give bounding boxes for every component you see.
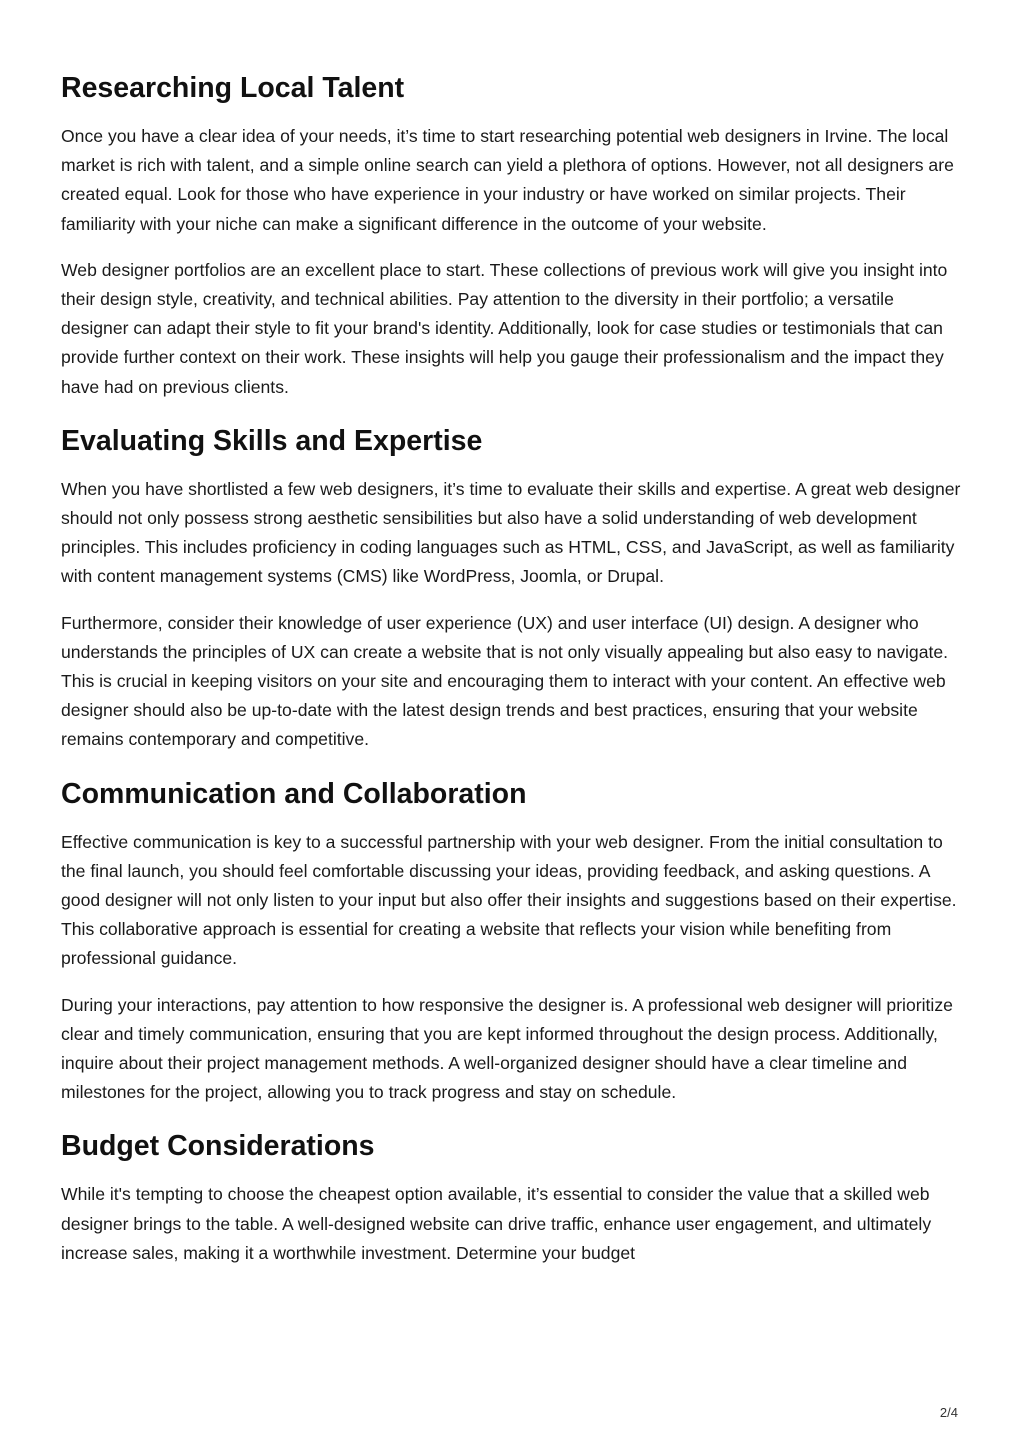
- paragraph: During your interactions, pay attention to how responsive the designer is. A professional web designer will prioritize clear and timely communication, ensuring that you are kept informed throughout the design process. Additionally, inquire about their project management methods. A well-organized designer should have a clear timeline and milestones for the project, allowing you to track progress and stay on schedule.: [61, 994, 953, 1103]
- paragraph: While it's tempting to choose the cheapest option available, it’s essential to consider the value that a skilled web designer brings to the table. A well-designed website can drive traffic, enhance user engagement, and ultimately increase sales, making it a worthwhile investment. Determine your budget: [61, 1184, 932, 1263]
- paragraph: Once you have a clear idea of your needs, it’s time to start researching potential web designers in Irvine. The local market is rich with talent, and a simple online search can yield a plethora of options. However, not all designers are created equal. Look for those who have experience in your industry or have worked on similar projects. Their familiarity with your niche can make a significant difference in the outcome of your website.: [61, 126, 954, 234]
- section-heading: Evaluating Skills and Expertise: [61, 424, 483, 457]
- section-evaluating-skills: [61, 419, 963, 755]
- paragraph: Furthermore, consider their knowledge of user experience (UX) and user interface (UI) design. A designer who understands the principles of UX can create a website that is not only visually appealing but also easy to navigate. This is crucial in keeping visitors on your site and encouraging them to interact with your content. An effective web designer should also be up-to-date with the latest design trends and best practices, ensuring that your website remains contemporary and competitive.: [61, 612, 949, 750]
- section-heading: Communication and Collaboration: [61, 777, 527, 810]
- section-communication-collaboration: [61, 772, 963, 1108]
- section-heading: Budget Considerations: [61, 1130, 375, 1163]
- paragraph: Effective communication is key to a successful partnership with your web designer. From the initial consultation to the final launch, you should feel comfortable discussing your ideas, providing feedback, and asking questions. A good designer will not only listen to your input but also offer their insights and suggestions based on their expertise. This collaborative approach is essential for creating a website that reflects your vision while benefiting from professional guidance.: [61, 831, 957, 969]
- paragraph: When you have shortlisted a few web designers, it’s time to evaluate their skills and expertise. A great web designer should not only possess strong aesthetic sensibilities but also have a solid understanding of web development principles. This includes proficiency in coding languages such as HTML, CSS, and JavaScript, as well as familiarity with content management systems (CMS) like WordPress, Joomla, or Drupal.: [61, 478, 961, 587]
- section-heading: Researching Local Talent: [61, 72, 405, 104]
- paragraph: Web designer portfolios are an excellent place to start. These collections of previous work will give you insight into their design style, creativity, and technical abilities. Pay attention to the diversity in their portfolio; a versatile designer can adapt their style to fit your brand's identity. Additionally, look for case studies or testimonials that can provide further context on their work. These insights will help you gauge their professionalism and the impact they have had on previous clients.: [61, 259, 948, 397]
- page-number: 2/4: [939, 1405, 958, 1420]
- document-page: [61, 66, 963, 1285]
- section-researching-local-talent: [61, 66, 963, 402]
- section-budget-considerations: [61, 1124, 963, 1268]
